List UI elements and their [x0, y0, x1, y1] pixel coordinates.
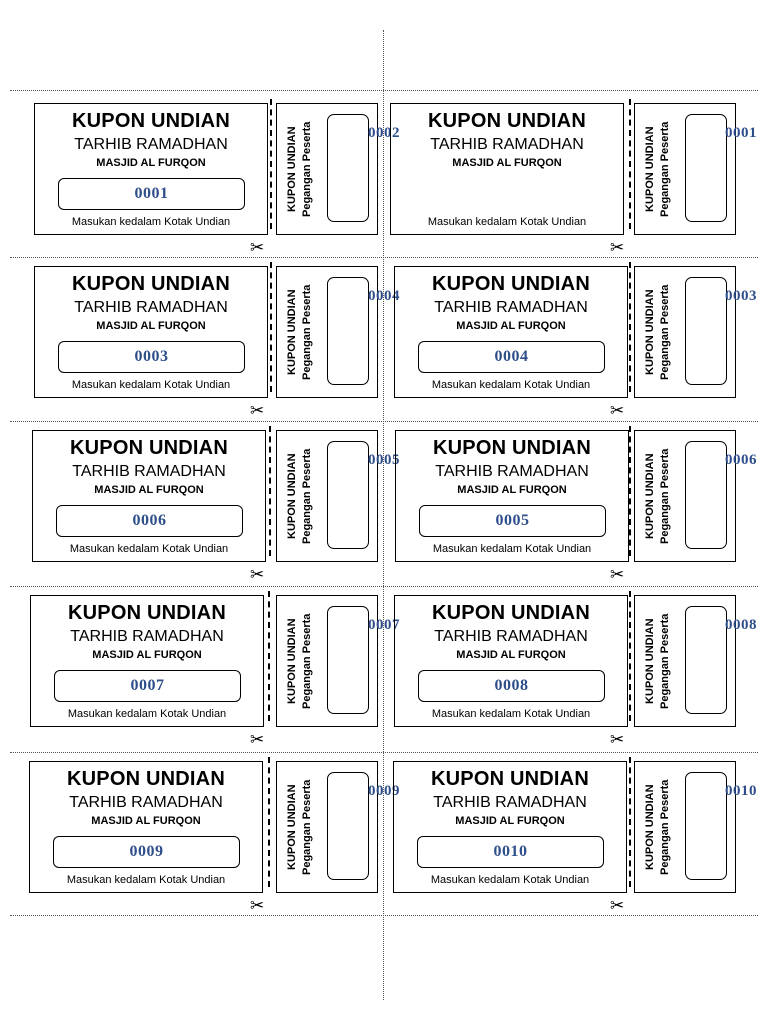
stub-right [634, 103, 736, 235]
coupon-subtitle: TARHIB RAMADHAN [74, 299, 228, 316]
stub-subtitle: Pegangan Peserta [659, 613, 671, 709]
stub-number: 0008 [725, 617, 757, 633]
tear-line [629, 262, 631, 392]
coupon-right [393, 761, 627, 893]
coupon-subtitle: TARHIB RAMADHAN [72, 463, 226, 480]
stub-subtitle: Pegangan Peserta [659, 121, 671, 217]
stub-right [634, 595, 736, 727]
tear-line [268, 757, 270, 887]
stub-title: KUPON UNDIAN [286, 289, 298, 375]
coupon-title: KUPON UNDIAN [70, 437, 228, 459]
stub-title: KUPON UNDIAN [644, 784, 656, 870]
stub-label [283, 112, 317, 226]
stub-blank-box [327, 772, 369, 880]
coupon-note: Masukan kedalam Kotak Undian [431, 708, 591, 720]
stub-label [283, 604, 317, 718]
coupon-number: 0007 [54, 670, 241, 702]
stub-subtitle: Pegangan Peserta [659, 448, 671, 544]
coupon-note: Masukan kedalam Kotak Undian [430, 874, 590, 886]
horizontal-cut-line [10, 421, 758, 422]
stub-subtitle: Pegangan Peserta [301, 613, 313, 709]
coupon-subtitle: TARHIB RAMADHAN [70, 628, 224, 645]
stub-blank-box [685, 277, 727, 385]
coupon-left [29, 761, 263, 893]
stub-subtitle: Pegangan Peserta [301, 779, 313, 875]
stub-title: KUPON UNDIAN [644, 289, 656, 375]
coupon-number: 0006 [56, 505, 243, 537]
coupon-subtitle: TARHIB RAMADHAN [435, 463, 589, 480]
stub-number: 0002 [368, 125, 400, 141]
stub-subtitle: Pegangan Peserta [301, 121, 313, 217]
coupon-number: 0010 [417, 836, 604, 868]
coupon-note: Masukan kedalam Kotak Undian [66, 874, 226, 886]
stub-subtitle: Pegangan Peserta [659, 284, 671, 380]
tear-line [629, 99, 631, 229]
coupon-note: Masukan kedalam Kotak Undian [427, 216, 587, 228]
tear-line [629, 757, 631, 887]
stub-subtitle: Pegangan Peserta [659, 779, 671, 875]
stub-blank-box [685, 114, 727, 222]
horizontal-cut-line [10, 90, 758, 91]
coupon-organizer: MASJID AL FURQON [96, 157, 206, 169]
coupon-note: Masukan kedalam Kotak Undian [67, 708, 227, 720]
stub-label [283, 439, 317, 553]
coupon-title: KUPON UNDIAN [428, 110, 586, 132]
stub-label [641, 604, 675, 718]
coupon-title: KUPON UNDIAN [72, 110, 230, 132]
coupon-right [394, 595, 628, 727]
tear-line [268, 591, 270, 721]
stub-title: KUPON UNDIAN [286, 618, 298, 704]
coupon-organizer: MASJID AL FURQON [94, 484, 204, 496]
coupon-title: KUPON UNDIAN [431, 768, 589, 790]
coupon-left [34, 266, 268, 398]
stub-blank-box [327, 441, 369, 549]
coupon-number: 0005 [419, 505, 606, 537]
vertical-cut-line [383, 30, 384, 1000]
stub-left [276, 595, 378, 727]
coupon-title: KUPON UNDIAN [72, 273, 230, 295]
stub-left [276, 266, 378, 398]
horizontal-cut-line [10, 586, 758, 587]
coupon-title: KUPON UNDIAN [433, 437, 591, 459]
stub-title: KUPON UNDIAN [286, 126, 298, 212]
stub-number: 0005 [368, 452, 400, 468]
stub-left [276, 103, 378, 235]
stub-blank-box [327, 114, 369, 222]
scissors-icon: ✂ [250, 896, 265, 915]
coupon-subtitle: TARHIB RAMADHAN [433, 794, 587, 811]
scissors-icon: ✂ [610, 401, 625, 420]
coupon-number: 0001 [58, 178, 245, 210]
stub-number: 0007 [368, 617, 400, 633]
coupon-organizer: MASJID AL FURQON [456, 320, 566, 332]
stub-number: 0006 [725, 452, 757, 468]
stub-right [634, 266, 736, 398]
coupon-title: KUPON UNDIAN [67, 768, 225, 790]
stub-subtitle: Pegangan Peserta [301, 448, 313, 544]
coupon-left [30, 595, 264, 727]
stub-blank-box [327, 277, 369, 385]
coupon-number: 0004 [418, 341, 605, 373]
coupon-subtitle: TARHIB RAMADHAN [430, 136, 584, 153]
coupon-note: Masukan kedalam Kotak Undian [71, 216, 231, 228]
stub-blank-box [685, 441, 727, 549]
stub-left [276, 430, 378, 562]
stub-left [276, 761, 378, 893]
horizontal-cut-line [10, 915, 758, 916]
stub-right [634, 761, 736, 893]
tear-line [270, 99, 272, 229]
tear-line [629, 591, 631, 721]
coupon-organizer: MASJID AL FURQON [92, 649, 202, 661]
stub-blank-box [685, 606, 727, 714]
tear-line [629, 426, 631, 556]
stub-number: 0010 [725, 783, 757, 799]
coupon-subtitle: TARHIB RAMADHAN [74, 136, 228, 153]
coupon-organizer: MASJID AL FURQON [96, 320, 206, 332]
horizontal-cut-line [10, 257, 758, 258]
coupon-title: KUPON UNDIAN [68, 602, 226, 624]
tear-line [269, 426, 271, 556]
stub-label [641, 439, 675, 553]
horizontal-cut-line [10, 752, 758, 753]
tear-line [270, 262, 272, 392]
stub-label [641, 112, 675, 226]
coupon-left [32, 430, 266, 562]
stub-number: 0003 [725, 288, 757, 304]
coupon-organizer: MASJID AL FURQON [456, 649, 566, 661]
scissors-icon: ✂ [610, 565, 625, 584]
coupon-subtitle: TARHIB RAMADHAN [434, 628, 588, 645]
stub-subtitle: Pegangan Peserta [301, 284, 313, 380]
coupon-title: KUPON UNDIAN [432, 273, 590, 295]
coupon-number: 0003 [58, 341, 245, 373]
scissors-icon: ✂ [250, 238, 265, 257]
scissors-icon: ✂ [250, 401, 265, 420]
stub-number: 0001 [725, 125, 757, 141]
stub-title: KUPON UNDIAN [286, 453, 298, 539]
stub-title: KUPON UNDIAN [286, 784, 298, 870]
stub-blank-box [327, 606, 369, 714]
scissors-icon: ✂ [250, 565, 265, 584]
stub-label [641, 275, 675, 389]
coupon-note: Masukan kedalam Kotak Undian [432, 543, 592, 555]
coupon-number: 0008 [418, 670, 605, 702]
coupon-organizer: MASJID AL FURQON [91, 815, 201, 827]
stub-label [283, 770, 317, 884]
stub-number: 0004 [368, 288, 400, 304]
coupon-note: Masukan kedalam Kotak Undian [431, 379, 591, 391]
coupon-organizer: MASJID AL FURQON [455, 815, 565, 827]
stub-title: KUPON UNDIAN [644, 453, 656, 539]
stub-label [641, 770, 675, 884]
stub-title: KUPON UNDIAN [644, 618, 656, 704]
coupon-note: Masukan kedalam Kotak Undian [71, 379, 231, 391]
stub-right [634, 430, 736, 562]
coupon-number: 0009 [53, 836, 240, 868]
stub-blank-box [685, 772, 727, 880]
stub-number: 0009 [368, 783, 400, 799]
scissors-icon: ✂ [250, 730, 265, 749]
coupon-right [394, 266, 628, 398]
stub-title: KUPON UNDIAN [644, 126, 656, 212]
coupon-title: KUPON UNDIAN [432, 602, 590, 624]
coupon-subtitle: TARHIB RAMADHAN [434, 299, 588, 316]
scissors-icon: ✂ [610, 896, 625, 915]
coupon-note: Masukan kedalam Kotak Undian [69, 543, 229, 555]
coupon-left [34, 103, 268, 235]
coupon-organizer: MASJID AL FURQON [457, 484, 567, 496]
coupon-subtitle: TARHIB RAMADHAN [69, 794, 223, 811]
stub-label [283, 275, 317, 389]
coupon-right [390, 103, 624, 235]
coupon-organizer: MASJID AL FURQON [452, 157, 562, 169]
scissors-icon: ✂ [610, 238, 625, 257]
coupon-right [395, 430, 629, 562]
scissors-icon: ✂ [610, 730, 625, 749]
